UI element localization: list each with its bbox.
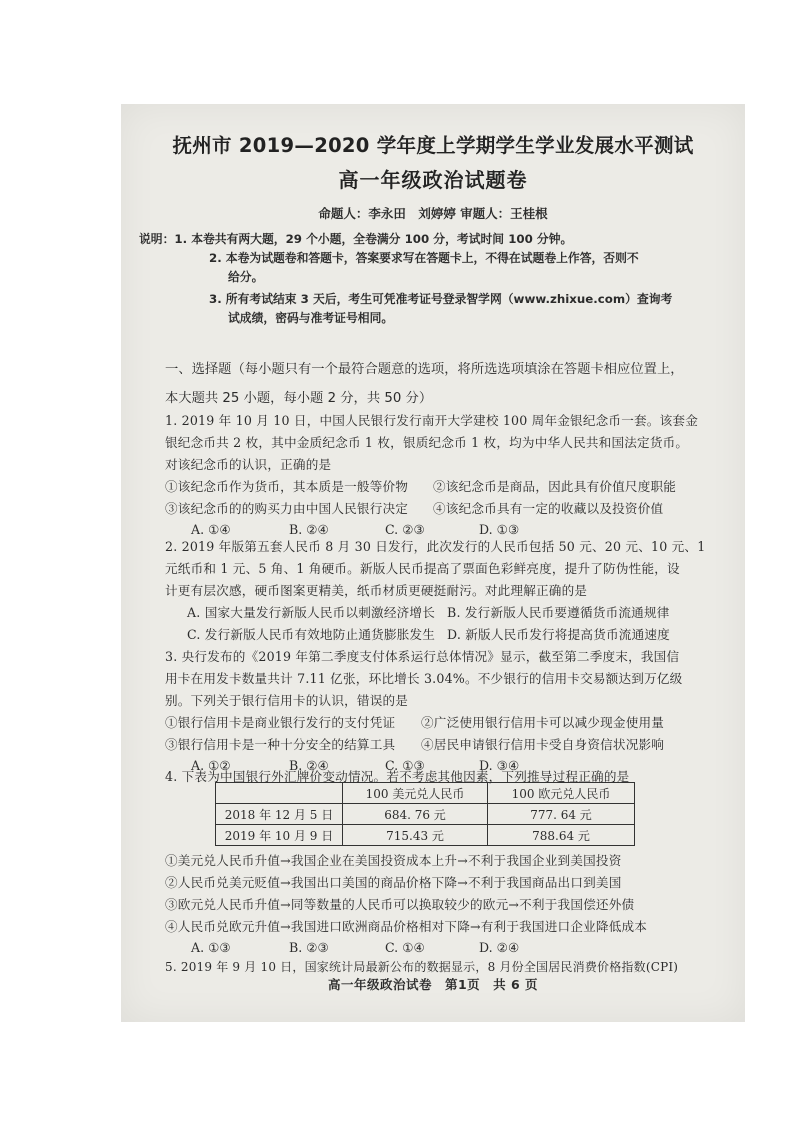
table-cell: 2018 年 12 月 5 日 (216, 804, 343, 825)
note-line-2: 2. 本卷为试题卷和答题卡，答案要求写在答题卡上，不得在试题卷上作答，否则不 (209, 251, 639, 265)
q1-item-3: ③该纪念币的的购买力由中国人民银行决定 (165, 501, 409, 516)
note-line-1: 说明：1. 本卷共有两大题，29 个小题，全卷满分 100 分，考试时间 100 分钟。 (139, 232, 573, 246)
q4-option-c: C. ①④ (385, 940, 425, 955)
page-footer: 高一年级政治试卷 第1页 共 6 页 (327, 977, 539, 992)
table-header-cell: 100 美元兑人民币 (343, 783, 488, 804)
table-row (216, 825, 635, 846)
q2-option-d: D. 新版人民币发行将提高货币流通速度 (447, 627, 670, 642)
q1-stem-line-2: 银纪念币共 2 枚，其中金质纪念币 1 枚，银质纪念币 1 枚，均为中华人民共和国法定货币。 (165, 435, 689, 450)
q4-option-b: B. ②③ (289, 940, 329, 955)
q3-item-2: ②广泛使用银行信用卡可以减少现金使用量 (421, 715, 665, 730)
q3-stem-line-3: 别。下列关于银行信用卡的认识，错误的是 (165, 693, 409, 708)
table-cell: 788.64 元 (488, 825, 635, 846)
q2-option-c: C. 发行新版人民币有效地防止通货膨胀发生 (187, 627, 436, 642)
q3-item-3: ③银行信用卡是一种十分安全的结算工具 (165, 737, 396, 752)
q2-option-a: A. 国家大量发行新版人民币以刺激经济增长 (187, 605, 435, 620)
table-header-cell (216, 783, 343, 804)
note-line-4: 3. 所有考试结束 3 天后，考生可凭准考证号登录智学网（www.zhixue.com）查询考 (209, 292, 673, 306)
q4-item-2: ②人民币兑美元贬值→我国出口美国的商品价格下降→不利于我国商品出口到美国 (165, 875, 622, 890)
exam-title: 抚州市 2019—2020 学年度上学期学生学业发展水平测试 (172, 134, 694, 157)
q3-stem-line-1: 3. 央行发布的《2019 年第二季度支付体系运行总体情况》显示，截至第二季度末，我国信 (165, 649, 680, 664)
q4-item-4: ④人民币兑欧元升值→我国进口欧洲商品价格相对下降→有利于我国进口企业降低成本 (165, 919, 648, 934)
q1-stem-line-3: 对该纪念币的认识，正确的是 (165, 457, 332, 472)
q3-option-a: A. ①② (191, 758, 231, 773)
q1-option-d: D. ①③ (479, 522, 520, 537)
q1-item-1: ①该纪念币作为货币，其本质是一般等价物 (165, 479, 409, 494)
table-cell: 2019 年 10 月 9 日 (216, 825, 343, 846)
q4-stem: 4. 下表为中国银行外汇牌价变动情况。若不考虑其他因素，下列推导过程正确的是 (165, 769, 630, 784)
q1-item-2: ②该纪念币是商品，因此具有价值尺度职能 (433, 479, 677, 494)
q1-option-b: B. ②④ (289, 522, 329, 537)
q5-stem: 5. 2019 年 9 月 10 日，国家统计局最新公布的数据显示，8 月份全国居民消费价格指数(CPI) (165, 960, 679, 974)
exam-subtitle: 高一年级政治试题卷 (338, 168, 528, 192)
q2-stem-line-3: 计更有层次感，硬币图案更精美，纸币材质更硬挺耐污。对此理解正确的是 (165, 583, 588, 598)
q3-option-c: C. ①③ (385, 758, 425, 773)
table-cell: 777. 64 元 (488, 804, 635, 825)
exam-setters: 命题人：李永田 刘婷婷 审题人：王桂根 (318, 206, 548, 221)
exam-paper (121, 104, 745, 1022)
q1-stem-line-1: 1. 2019 年 10 月 10 日，中国人民银行发行南开大学建校 100 周年金银纪念币一套。该套金 (165, 413, 698, 428)
q4-option-d: D. ②④ (479, 940, 520, 955)
q1-option-a: A. ①④ (191, 522, 231, 537)
q2-option-b: B. 发行新版人民币要遵循货币流通规律 (447, 605, 670, 620)
q3-option-b: B. ②④ (289, 758, 329, 773)
q2-stem-line-1: 2. 2019 年版第五套人民币 8 月 30 日发行，此次发行的人民币包括 50 元、20 元、10 元、1 (165, 539, 706, 554)
table-row (216, 804, 635, 825)
q1-item-4: ④该纪念币具有一定的收藏以及投资价值 (433, 501, 664, 516)
note-line-3: 给分。 (228, 270, 264, 284)
q3-option-d: D. ③④ (479, 758, 520, 773)
section-heading-line-2: 本大题共 25 小题，每小题 2 分，共 50 分） (165, 391, 433, 406)
q2-stem-line-2: 元纸币和 1 元、5 角、1 角硬币。新版人民币提高了票面色彩鲜亮度，提升了防伪性能，设 (165, 561, 680, 576)
exchange-rate-table (215, 782, 635, 846)
note-line-5: 试成绩，密码与准考证号相同。 (228, 311, 394, 325)
section-heading-line-1: 一、选择题（每小题只有一个最符合题意的选项，将所选选项填涂在答题卡相应位置上， (165, 362, 684, 377)
q4-item-1: ①美元兑人民币升值→我国企业在美国投资成本上升→不利于我国企业到美国投资 (165, 853, 622, 868)
table-cell: 684. 76 元 (343, 804, 488, 825)
table-header-row (216, 783, 635, 804)
q3-item-1: ①银行信用卡是商业银行发行的支付凭证 (165, 715, 396, 730)
q1-option-c: C. ②③ (385, 522, 425, 537)
table-cell: 715.43 元 (343, 825, 488, 846)
q4-item-3: ③欧元兑人民币升值→同等数量的人民币可以换取较少的欧元→不利于我国偿还外债 (165, 897, 635, 912)
q3-stem-line-2: 用卡在用发卡数量共计 7.11 亿张，环比增长 3.04%。不少银行的信用卡交易额达到万亿级 (165, 671, 683, 686)
q4-option-a: A. ①③ (191, 940, 231, 955)
table-header-cell: 100 欧元兑人民币 (488, 783, 635, 804)
q3-item-4: ④居民申请银行信用卡受自身资信状况影响 (421, 737, 665, 752)
